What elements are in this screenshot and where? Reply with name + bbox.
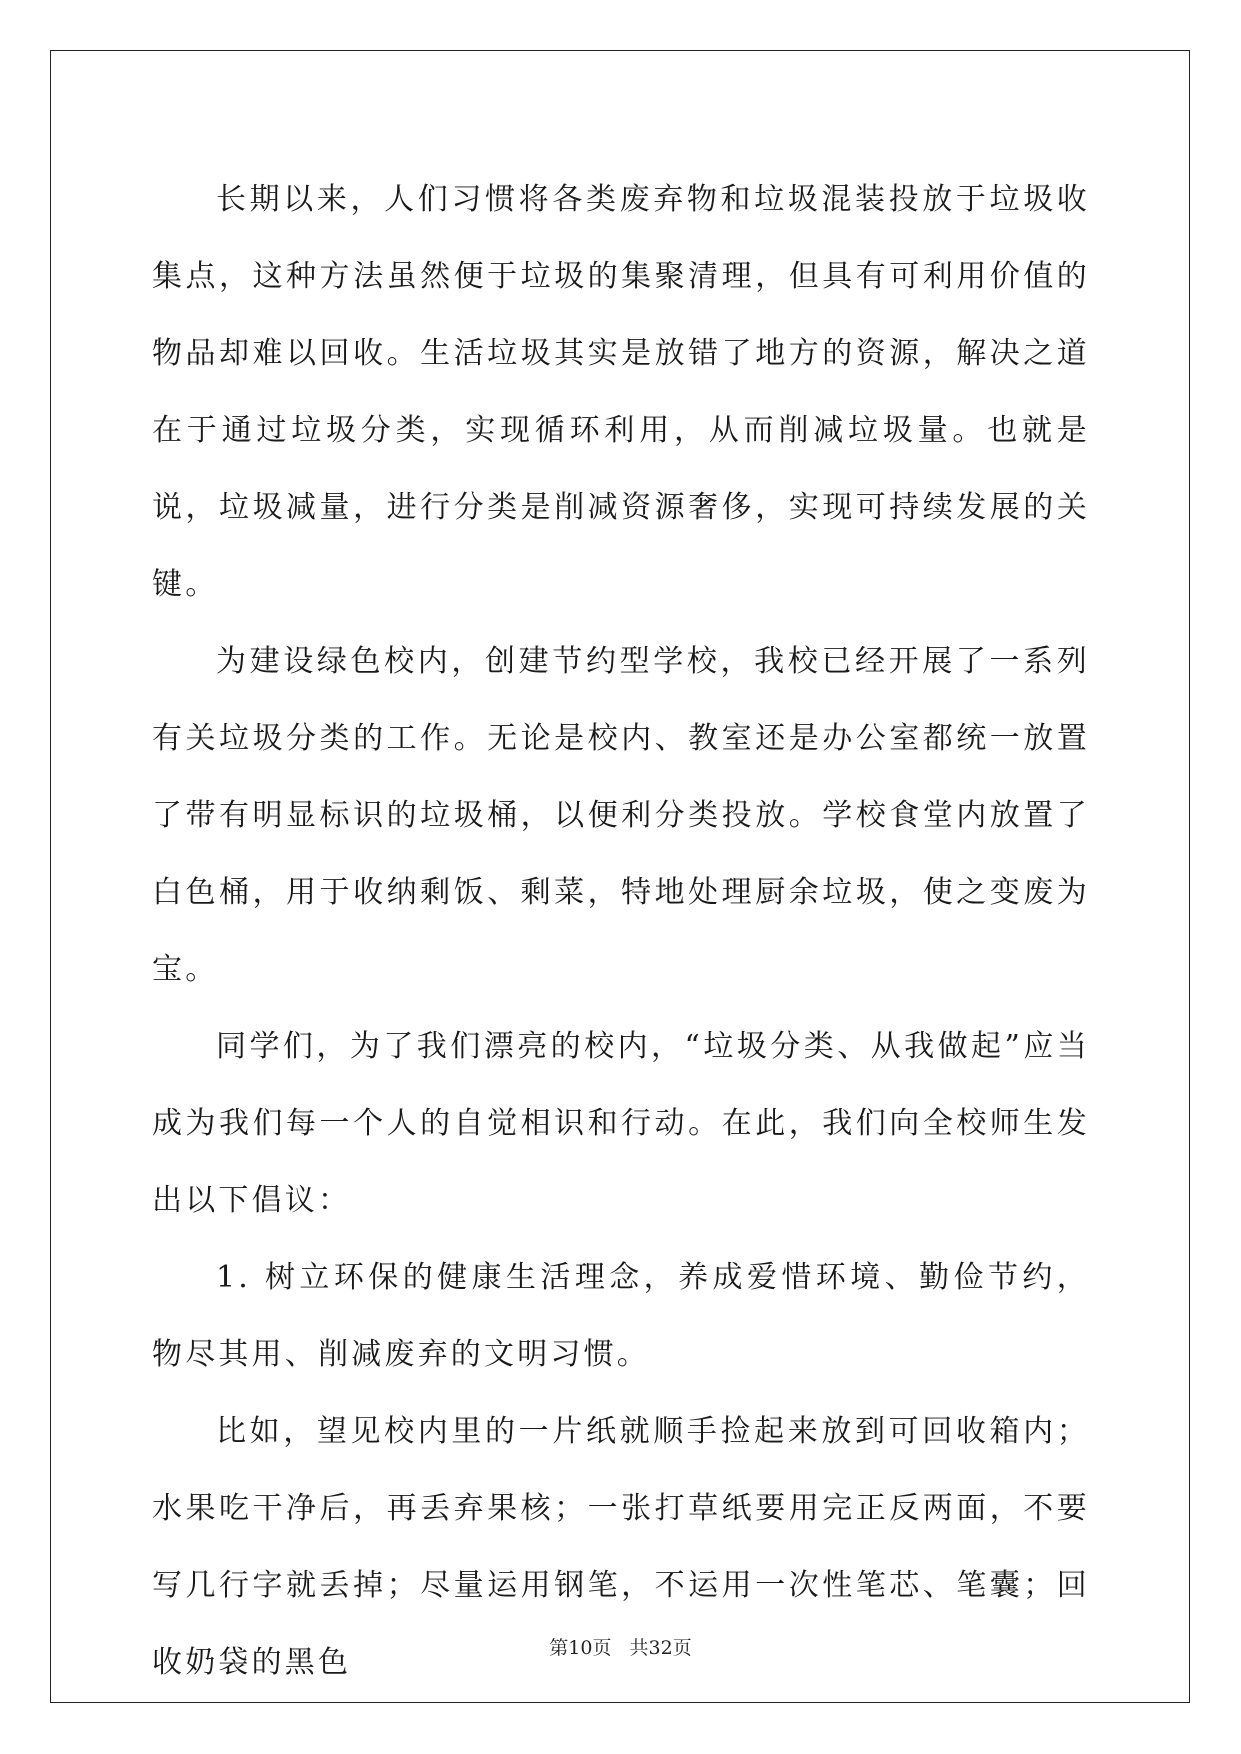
page-number: 第10页 (549, 1637, 612, 1659)
paragraph-4: 1. 树立环保的健康生活理念，养成爱惜环境、勤俭节约，物尽其用、削减废弃的文明习惯。 (152, 1260, 1090, 1372)
paragraph-1: 长期以来，人们习惯将各类废弃物和垃圾混装投放于垃圾收集点，这种方法虽然便于垃圾的集聚清理，但具有可利用价值的物品却难以回收。生活垃圾其实是放错了地方的资源，解决之道在于通过垃圾分类，实现循环利用，从而削减垃圾量。也就是说，垃圾减量，进行分类是削减资源奢侈，实现可持续发展的关键。 (152, 182, 1090, 602)
document-body (152, 161, 1090, 1701)
paragraph-3: 同学们，为了我们漂亮的校内，“垃圾分类、从我做起”应当成为我们每一个人的自觉相识和行动。在此，我们向全校师生发出以下倡议： (152, 1029, 1090, 1218)
paragraph-2: 为建设绿色校内，创建节约型学校，我校已经开展了一系列有关垃圾分类的工作。无论是校内、教室还是办公室都统一放置了带有明显标识的垃圾桶，以便利分类投放。学校食堂内放置了白色桶，用于收纳剩饭、剩菜，特地处理厨余垃圾，使之变废为宝。 (152, 644, 1090, 987)
page-total: 共32页 (629, 1637, 692, 1659)
paragraph-5: 比如，望见校内里的一片纸就顺手捡起来放到可回收箱内；水果吃干净后，再丢弃果核；一张打草纸要用完正反两面，不要写几行字就丢掉；尽量运用钢笔，不运用一次性笔芯、笔囊；回收奶袋的黑色 (152, 1414, 1090, 1680)
page-footer (0, 1633, 1241, 1660)
